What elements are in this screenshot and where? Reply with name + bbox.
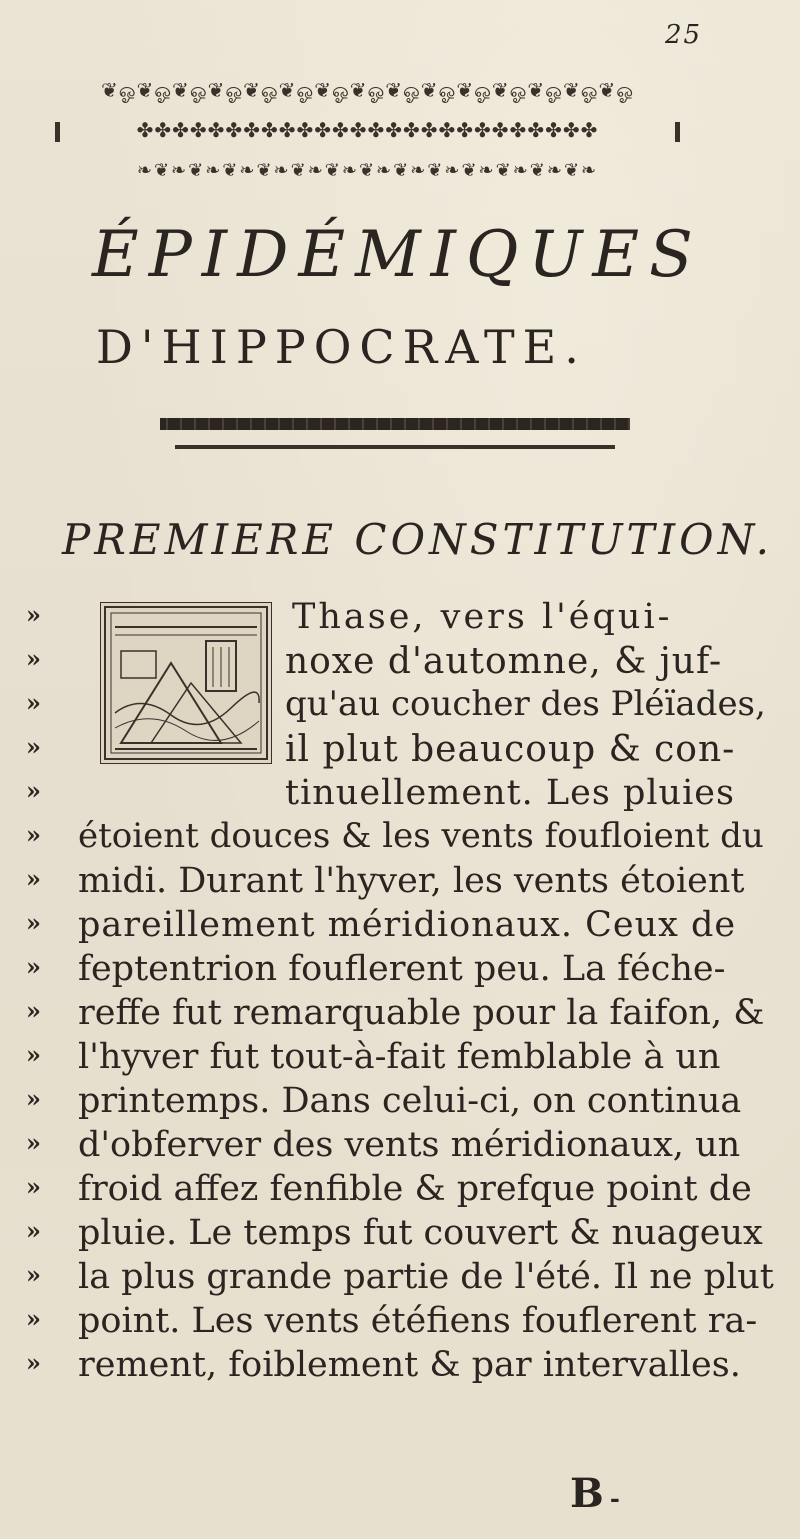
drop-cap-illustration — [101, 603, 271, 763]
quote-mark: » — [26, 600, 41, 629]
quote-mark: » — [26, 996, 41, 1025]
body-text-line: midi. Durant l'hyver, les vents étoient — [78, 861, 745, 901]
quote-mark: » — [26, 1084, 41, 1113]
quote-mark: » — [26, 952, 41, 981]
quote-mark: » — [26, 1128, 41, 1157]
quote-mark: » — [26, 1260, 41, 1289]
body-text-line: reffe fut remarquable pour la faifon, & — [78, 993, 765, 1033]
body-text-line: noxe d'automne, & juf- — [285, 641, 723, 682]
body-text-line: point. Les vents étéfiens fouflerent ra- — [78, 1301, 758, 1341]
body-text-line: froid affez fenfible & prefque point de — [78, 1169, 752, 1209]
quote-mark: » — [26, 644, 41, 673]
quote-mark: » — [26, 1172, 41, 1201]
quote-mark: » — [26, 1304, 41, 1333]
drop-cap-t-ornament — [100, 602, 272, 764]
title-hippocrate: D'HIPPOCRATE. — [96, 320, 587, 374]
section-heading: PREMIERE CONSTITUTION. — [62, 515, 773, 564]
decorative-rule-thin — [175, 445, 615, 449]
quote-mark: » — [26, 864, 41, 893]
quote-mark: » — [26, 732, 41, 761]
body-text-line: feptentrion fouflerent peu. La féche- — [78, 949, 726, 989]
body-text-line: Thase, vers l'équi- — [292, 597, 673, 637]
body-text-line: l'hyver fut tout-à-fait femblable à un — [78, 1037, 721, 1077]
signature-dash: - — [609, 1484, 620, 1513]
page-number: 25 — [665, 20, 703, 50]
quote-mark: » — [26, 820, 41, 849]
ornament-band-middle: ✤✤✤✤✤✤✤✤✤✤✤✤✤✤✤✤✤✤✤✤✤✤✤✤✤✤ — [55, 118, 680, 142]
quote-mark: » — [26, 908, 41, 937]
decorative-rule-thick — [160, 418, 630, 430]
ornament-band-bottom: ❧❦❧❦❧❦❧❦❧❦❧❦❧❦❧❦❧❦❧❦❧❦❧❦❧❦❧ — [136, 160, 599, 181]
body-text-line: d'obferver des vents méridionaux, un — [78, 1125, 741, 1165]
quote-mark: » — [26, 688, 41, 717]
body-text-line: tinuellement. Les pluies — [285, 773, 735, 813]
quote-mark: » — [26, 1040, 41, 1069]
body-text-line: pareillement méridionaux. Ceux de — [78, 905, 737, 945]
quote-mark: » — [26, 1216, 41, 1245]
body-text-line: printemps. Dans celui-ci, on continua — [78, 1081, 742, 1121]
ornament-band-top: ❦ஓ❦ஓ❦ஓ❦ஓ❦ஓ❦ஓ❦ஓ❦ஓ❦ஓ❦ஓ❦ஓ❦ஓ❦ஓ❦ஓ❦ஓ — [100, 78, 635, 102]
body-text-line: pluie. Le temps fut couvert & nuageux — [78, 1213, 763, 1253]
quote-mark: » — [26, 776, 41, 805]
signature-mark — [570, 1470, 620, 1517]
quote-mark: » — [26, 1348, 41, 1377]
title-epidemiques: ÉPIDÉMIQUES — [92, 218, 703, 292]
body-text-line: qu'au coucher des Pléïades, — [285, 684, 766, 724]
body-text-line: rement, foiblement & par intervalles. — [78, 1345, 741, 1385]
body-text-line: il plut beaucoup & con- — [285, 729, 736, 770]
signature-letter: B — [570, 1470, 604, 1517]
body-text-line: la plus grande partie de l'été. Il ne plut — [78, 1257, 774, 1297]
body-text-line: étoient douces & les vents foufloient du — [78, 816, 764, 856]
